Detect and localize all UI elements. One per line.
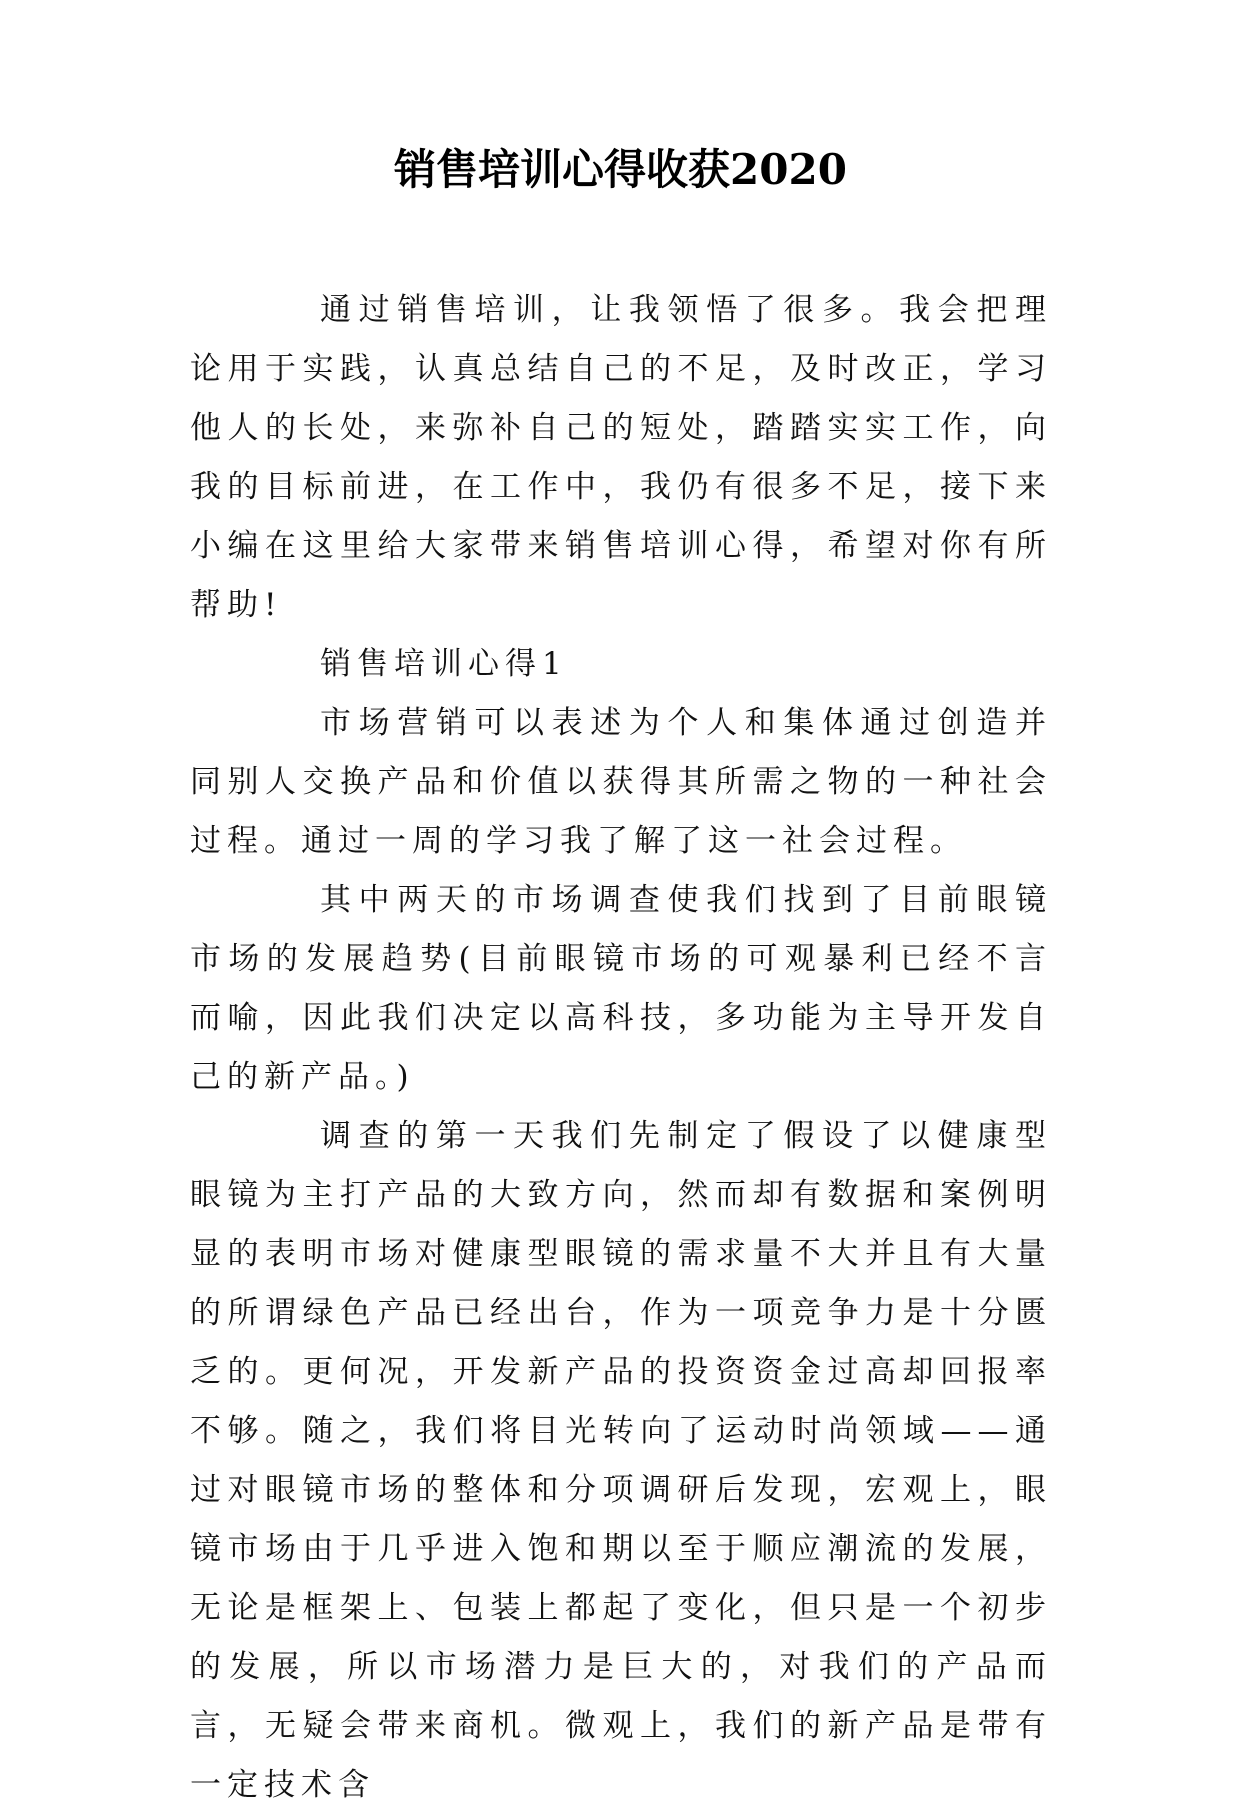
paragraph-intro: 通过销售培训，让我领悟了很多。我会把理论用于实践，认真总结自己的不足，及时改正，学习他人的长处，来弥补自己的短处，踏踏实实工作，向我的目标前进，在工作中，我仍有很多不足，接下来小编在这里给大家带来销售培训心得，希望对你有所帮助! bbox=[190, 292, 1052, 623]
paragraph-marketing-definition: 市场营销可以表述为个人和集体通过创造并同别人交换产品和价值以获得其所需之物的一种社会过程。通过一周的学习我了解了这一社会过程。 bbox=[190, 705, 1052, 859]
paragraph-survey-first-day: 调查的第一天我们先制定了假设了以健康型眼镜为主打产品的大致方向，然而却有数据和案例明显的表明市场对健康型眼镜的需求量不大并且有大量的所谓绿色产品已经出台，作为一项竞争力是十分匮乏的。更何况，开发新产品的投资资金过高却回报率不够。随之，我们将目光转向了运动时尚领域——通过对眼镜市场的整体和分项调研后发现，宏观上，眼镜市场由于几乎进入饱和期以至于顺应潮流的发展，无论是框架上、包装上都起了变化，但只是一个初步的发展，所以市场潜力是巨大的，对我们的产品而言，无疑会带来商机。微观上，我们的新产品是带有一定技术含 bbox=[190, 1118, 1052, 1803]
section-heading: 销售培训心得1 bbox=[320, 646, 568, 682]
paragraph-market-survey: 其中两天的市场调查使我们找到了目前眼镜市场的发展趋势(目前眼镜市场的可观暴利已经不言而喻，因此我们决定以高科技，多功能为主导开发自己的新产品。) bbox=[190, 882, 1052, 1095]
document-body bbox=[190, 281, 1052, 1815]
document-title: 销售培训心得收获2020 bbox=[394, 145, 847, 194]
